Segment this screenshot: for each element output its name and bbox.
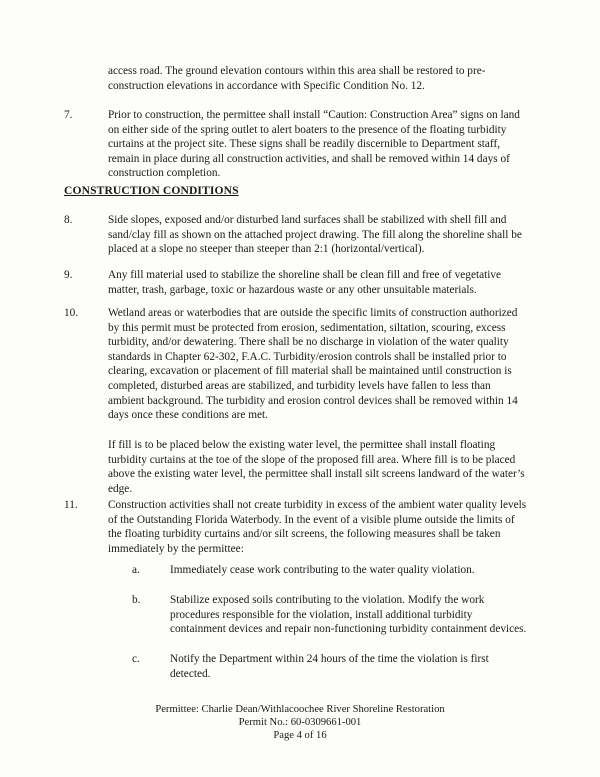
item-8-number: 8. [64, 214, 73, 226]
item-7-number: 7. [64, 109, 73, 121]
item-11-sub-a-text: Immediately cease work contributing to the water quality violation. [170, 564, 475, 576]
continuation-paragraph: access road. The ground elevation contours within this area shall be restored to pre-construction elevations in accordance with Specific Condition No. 12. [108, 65, 486, 92]
section-heading: CONSTRUCTION CONDITIONS [64, 184, 239, 197]
footer-permittee: Permittee: Charlie Dean/Withlacoochee River Shoreline Restoration [155, 704, 445, 715]
item-7-text: Prior to construction, the permittee shall install “Caution: Construction Area” signs on land on either side of the spring outlet to alert boaters to the presence of the floating turbidity curtains at the project site. These signs shall be readily discernible to Department staff, remain in place during all construction activities, and shall be removed within 14 days of construction completion. [108, 109, 520, 180]
item-11-sub-c-letter: c. [132, 653, 140, 665]
footer-permit-number: Permit No.: 60-0309661-001 [238, 717, 362, 728]
item-11-text: Construction activities shall not create turbidity in excess of the ambient water quality levels of the Outstanding Florida Waterbody. In the event of a visible plume outside the limits of the floating turbidity curtains and/or silt screens, the following measures shall be taken immediately by the permittee: [108, 499, 527, 555]
footer-page-label: Page 4 of 16 [273, 730, 327, 741]
item-9-text: Any fill material used to stabilize the shoreline shall be clean fill and free of vegetative matter, trash, garbage, toxic or hazardous waste or any other unsuitable materials. [108, 269, 502, 296]
item-10-number: 10. [64, 307, 79, 319]
item-11-sub-a-letter: a. [132, 564, 140, 576]
item-11-number: 11. [64, 499, 78, 511]
item-11-sub-b-letter: b. [132, 594, 141, 606]
item-9-number: 9. [64, 269, 73, 281]
item-11-sub-b-text: Stabilize exposed soils contributing to the violation. Modify the work procedures responsible for the violation, install additional turbidity containment devices and repair non-functioning turbidity containment devices. [170, 594, 527, 636]
item-10-text-continued: If fill is to be placed below the existing water level, the permittee shall install floating turbidity curtains at the toe of the slope of the proposed fill area. Where fill is to be placed above the existing water level, the permittee shall install silt screens landward of the water’s edge. [108, 439, 525, 495]
item-8-text: Side slopes, exposed and/or disturbed land surfaces shall be stabilized with shell fill and sand/clay fill as shown on the attached project drawing. The fill along the shoreline shall be placed at a slope no steeper than steeper than 2:1 (horizontal/vertical). [108, 214, 522, 256]
item-11-sub-c-text: Notify the Department within 24 hours of the time the violation is first detected. [170, 653, 489, 680]
item-10-text: Wetland areas or waterbodies that are outside the specific limits of construction authorized by this permit must be protected from erosion, sedimentation, siltation, scouring, excess turbidity, and/or dewatering. There shall be no discharge in violation of the water quality standards in Chapter 62-302, F.A.C. Turbidity/erosion controls shall be installed prior to clearing, excavation or placement of fill material shall be maintained until construction is completed, disturbed areas are stabilized, and turbidity levels have fallen to less than ambient background. The turbidity and erosion control devices shall be removed within 14 days once these conditions are met. [108, 307, 518, 422]
